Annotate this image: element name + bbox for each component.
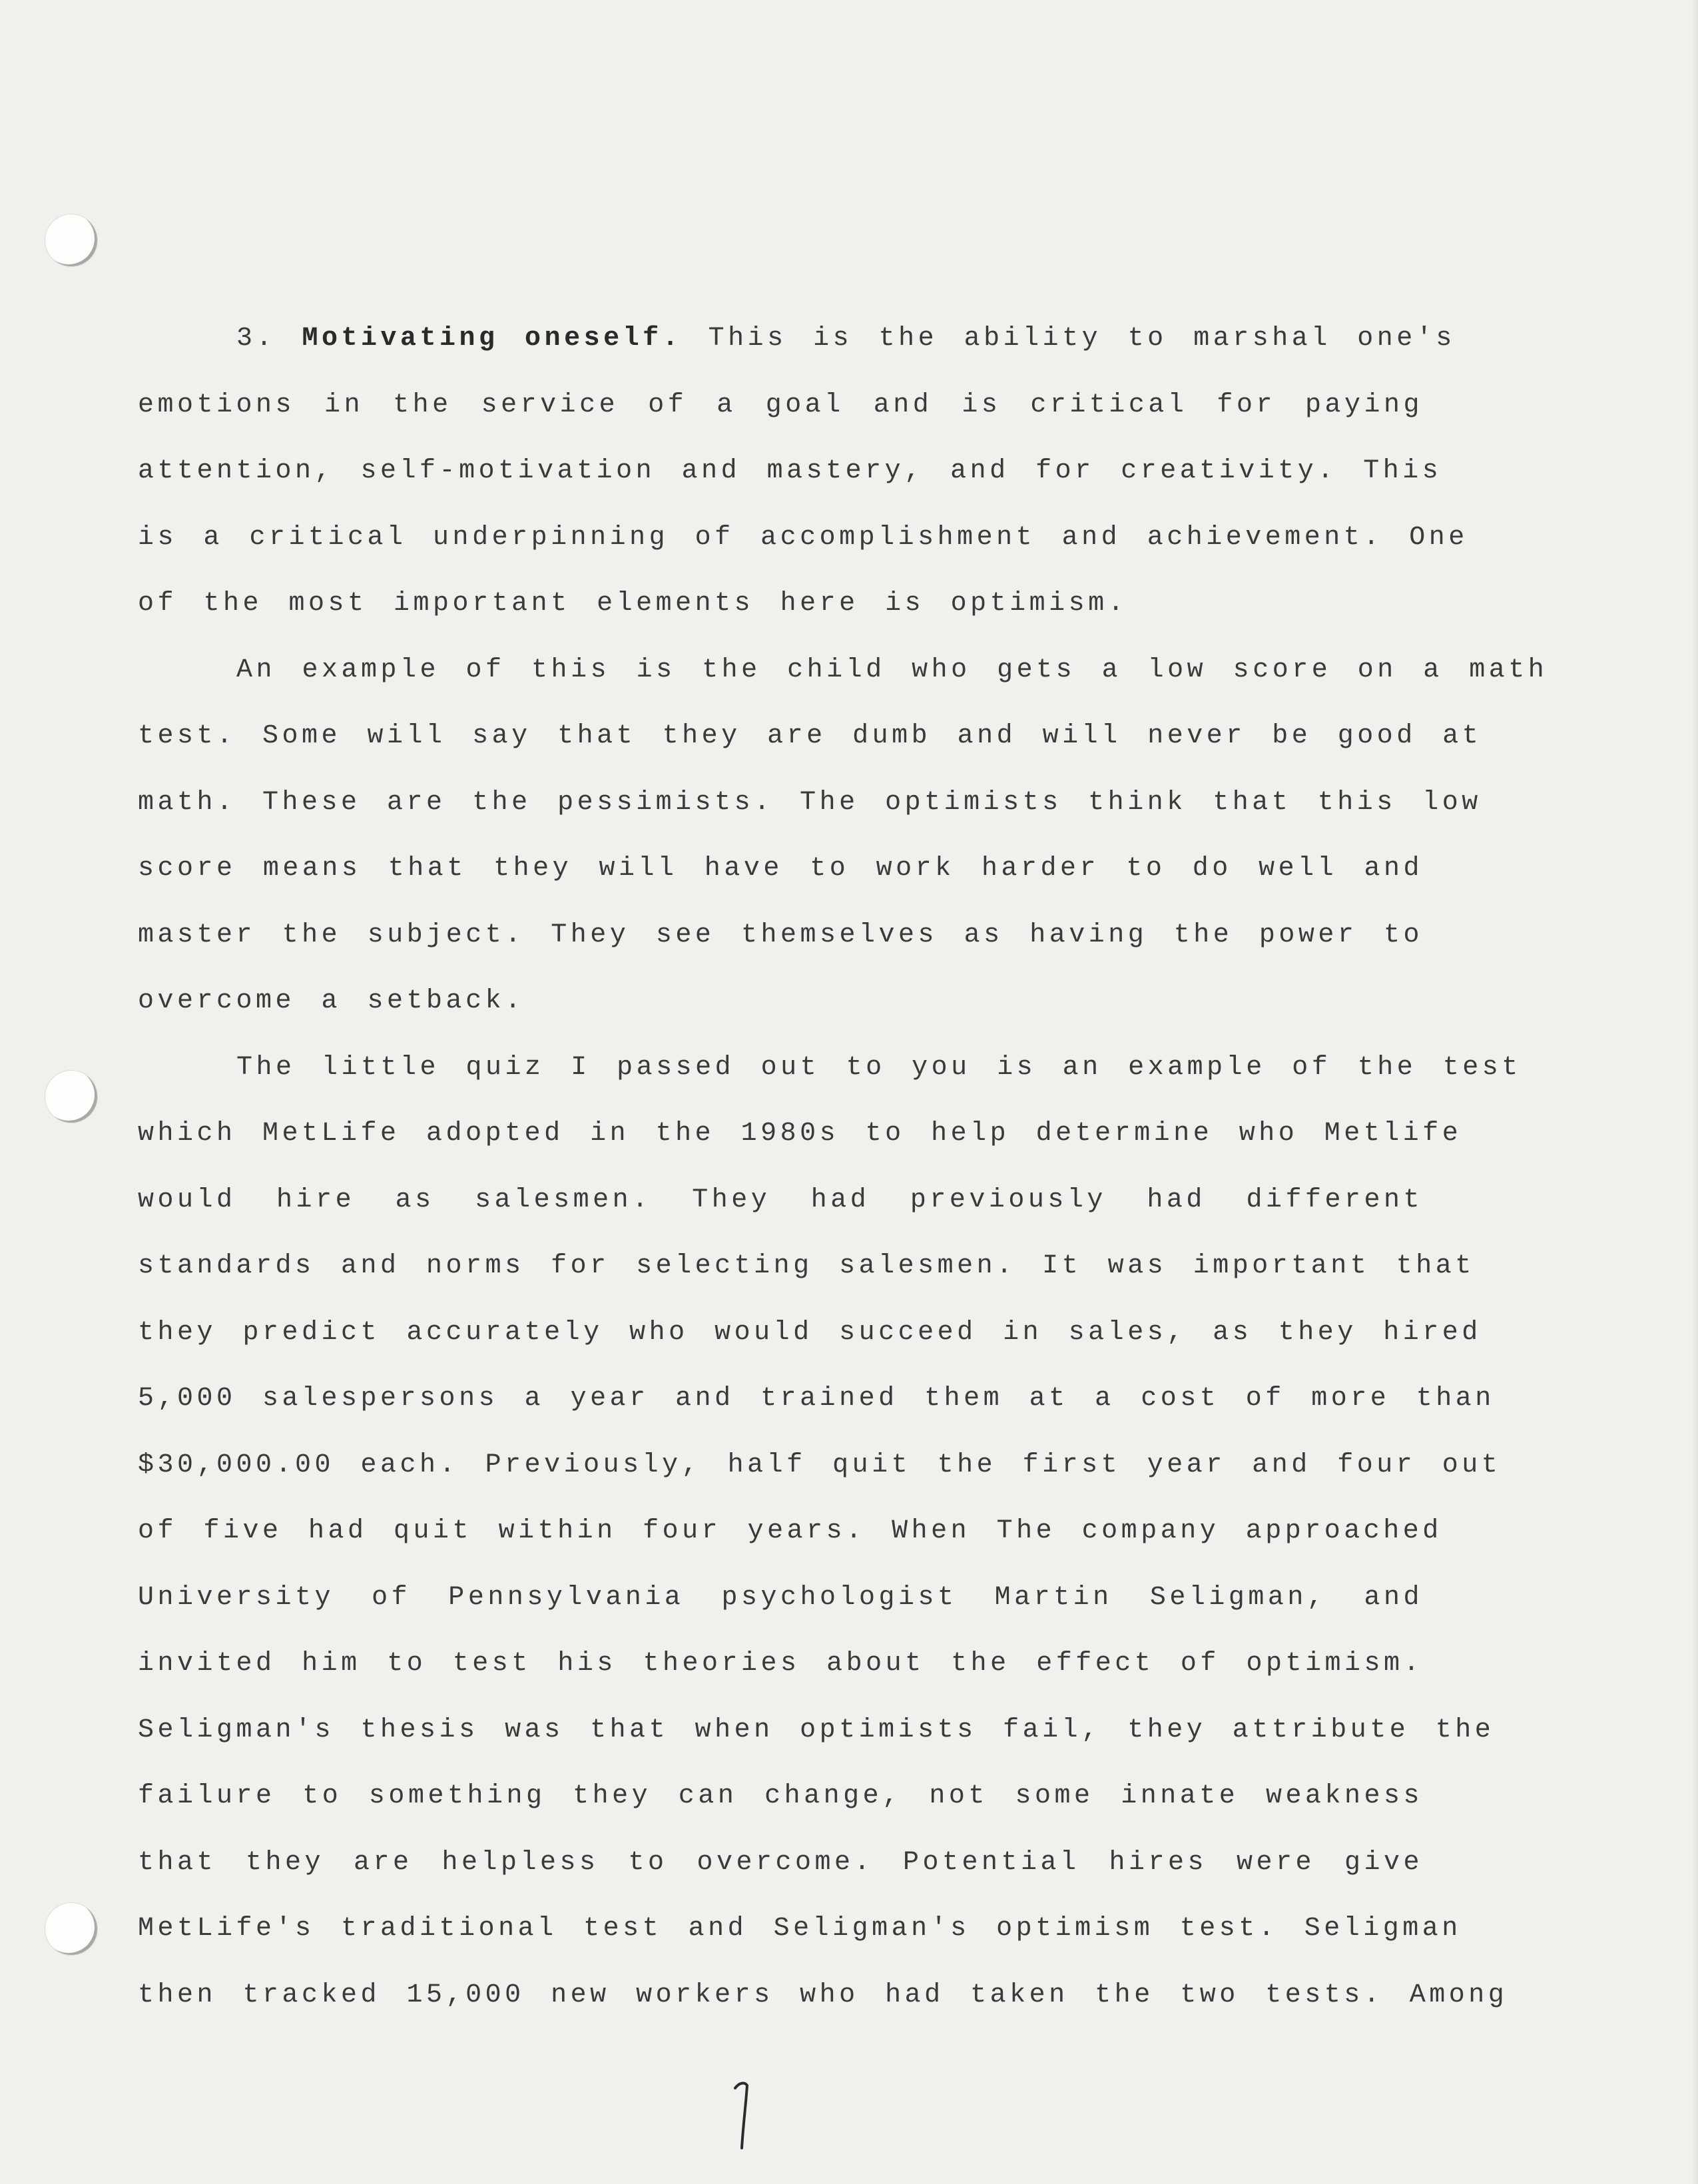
text-line-15: standards and norms for selecting salesmen. It was important that [138, 1251, 1475, 1281]
text-line-5: of the most important elements here is optimism. [138, 589, 1128, 619]
text-line-25: MetLife's traditional test and Seligman's optimism test. Seligman [138, 1914, 1462, 1944]
text-line-26: then tracked 15,000 new workers who had taken the two tests. Among [138, 1980, 1508, 2010]
text-line-10: master the subject. They see themselves as having the power to [138, 920, 1423, 950]
text-line-6: An example of this is the child who gets a low score on a math [236, 655, 1548, 685]
text-line-4: is a critical underpinning of accomplishment and achievement. One [138, 522, 1468, 553]
text-line-1: 3. Motivating oneself. This is the ability to marshal one's [236, 324, 1456, 354]
text-line-2: emotions in the service of a goal and is critical for paying [138, 390, 1423, 420]
section-heading: Motivating oneself. [302, 324, 683, 354]
text-line-16: they predict accurately who would succeed in sales, as they hired [138, 1317, 1482, 1348]
text-line-8: math. These are the pessimists. The optimists think that this low [138, 787, 1482, 818]
text-line-14: would hire as salesmen. They had previously had different [138, 1185, 1423, 1215]
text-line-17: 5,000 salespersons a year and trained them at a cost of more than [138, 1384, 1495, 1414]
text-line-24: that they are helpless to overcome. Potential hires were give [138, 1847, 1423, 1878]
text-line-9: score means that they will have to work harder to do well and [138, 854, 1423, 884]
text-line-7: test. Some will say that they are dumb and will never be good at [138, 721, 1482, 751]
binder-hole-middle [45, 1071, 97, 1123]
text-line-3: attention, self-motivation and mastery, and for creativity. This [138, 456, 1442, 486]
handwritten-page-number [731, 2079, 751, 2152]
text-line-18: $30,000.00 each. Previously, half quit the first year and four out [138, 1450, 1502, 1480]
text-line-13: which MetLife adopted in the 1980s to help determine who Metlife [138, 1119, 1462, 1149]
text-line-19: of five had quit within four years. When The company approached [138, 1516, 1442, 1546]
binder-hole-bottom [45, 1903, 97, 1955]
body-text [138, 314, 1548, 2037]
text-line-11: overcome a setback. [138, 986, 525, 1016]
text-line-22: Seligman's thesis was that when optimists fail, they attribute the [138, 1715, 1495, 1745]
text-line-21: invited him to test his theories about the effect of optimism. [138, 1649, 1423, 1679]
page-edge-shadow [1691, 0, 1698, 2184]
text-line-12: The little quiz I passed out to you is an example of the test [236, 1052, 1522, 1083]
binder-hole-top [45, 214, 97, 266]
text-line-20: University of Pennsylvania psychologist Martin Seligman, and [138, 1582, 1423, 1613]
text-line-23: failure to something they can change, not some innate weakness [138, 1781, 1423, 1811]
